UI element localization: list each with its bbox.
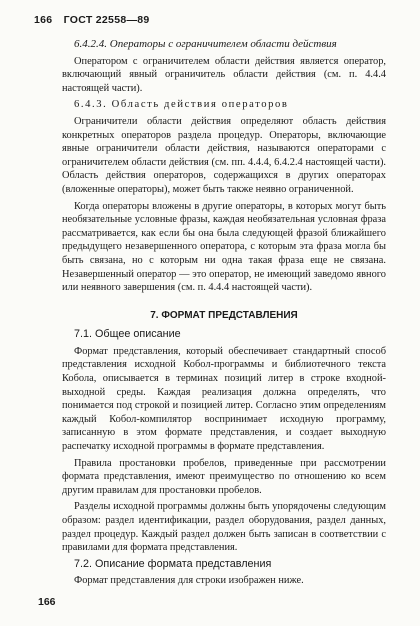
section-title-7: 7. ФОРМАТ ПРЕДСТАВЛЕНИЯ (150, 309, 298, 321)
footer-page-number: 166 (38, 596, 56, 608)
paragraph: Ограничители области действия определяют область действия конкретных операторов раздела процедур. Операторы, включающие явные ограничители области действия, называются операторами с ограничителем области действия (см. пп. 4.4.4, 6.4.2.4 настоящей части). Область действия операторов, содержащихся в других операторах (вложенные операторы), может быть также неявно ограниченной. (62, 115, 386, 195)
header-page-number: 166 (34, 14, 53, 26)
header-standard: ГОСТ 22558—89 (63, 14, 150, 26)
paragraph: Оператором с ограничителем области действия является оператор, включающий явный ограничитель области действия (см. п. 4.4.4 настоящей части). (62, 55, 386, 94)
section-heading-6-4-2-4: 6.4.2.4. Операторы с ограничителем области действия (74, 38, 337, 50)
running-header (34, 14, 158, 26)
subsection-title-7-2: 7.2. Описание формата представления (74, 557, 272, 570)
subsection-title-7-1: 7.1. Общее описание (74, 328, 181, 341)
paragraph: Формат представления для строки изображен ниже. (74, 575, 304, 587)
paragraph: Когда операторы вложены в другие операторы, в которых могут быть необязательные условные фразы, каждая необязательная условная фраза рассматривается, как если бы она была следующей фразой ближайшего предыдущего незавершенного оператора, с которым эта фраза могла бы быть связана, но с которым ни одна такая фраза еще не связана. Незавершенный оператор — это оператор, не имеющий заведомо явного или неявного завершения (см. п. 4.4.4 настоящей части). (62, 200, 386, 294)
page-content (62, 38, 386, 591)
section-heading-6-4-3: 6.4.3. Область действия операторов (74, 99, 289, 111)
paragraph: Правила простановки пробелов, приведенные при рассмотрении формата представления, имеют преимущество по отношению ко всем другим правилам для простановки пробелов. (62, 457, 386, 496)
paragraph: Формат представления, который обеспечивает стандартный способ представления исходной Кобол-программы и библиотечного текста Кобола, описывается в терминах позиций литер в строке входной-выходной среды. Каждая реализация должна определять, что понимается под строкой и позицией литер. Согласно этим определениям каждый Кобол-компилятор воспринимает исходную программу, записанную в этом формате представления, и создает выходную распечатку исходной программы в формате представления. (62, 345, 386, 453)
paragraph: Разделы исходной программы должны быть упорядочены следующим образом: раздел идентификации, раздел оборудования, раздел данных, раздел процедур. Каждый раздел должен быть записан в соответствии с правилами для формата представления. (62, 501, 386, 554)
